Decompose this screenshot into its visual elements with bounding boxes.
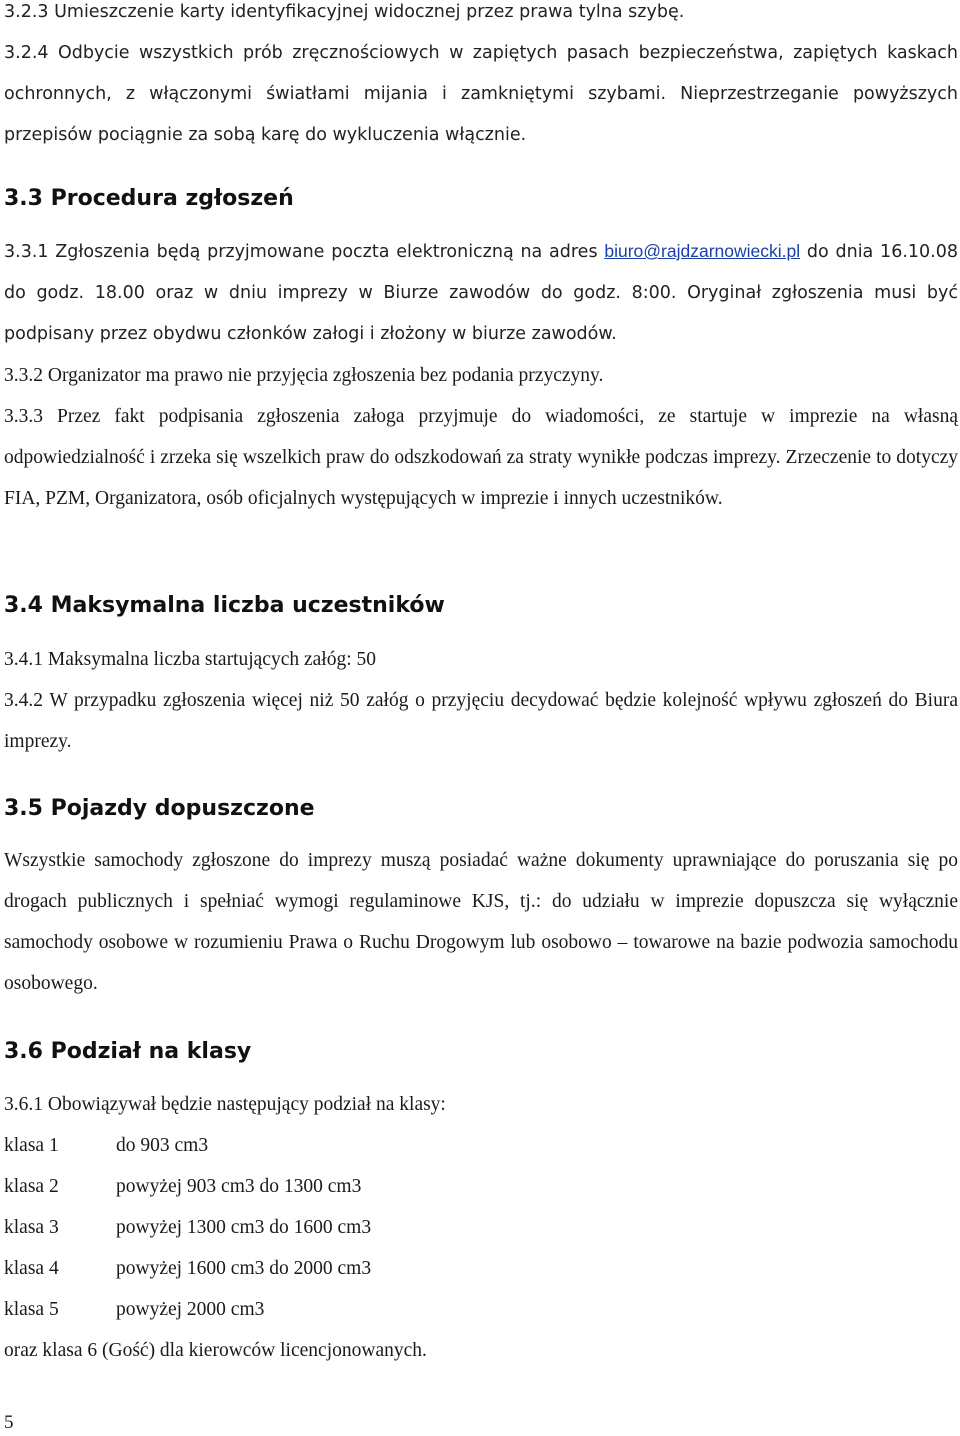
paragraph-3-3-1-original: Oryginał zgłoszenia musi być podpisany przez obydwu członków załogi i złożony w biurze zawodów. bbox=[4, 283, 958, 344]
class-name: klasa 2 bbox=[4, 1176, 59, 1197]
class-description: do 903 cm3 bbox=[116, 1135, 209, 1156]
paragraph-3-2-3: 3.2.3 Umieszczenie karty identyfikacyjnej widocznej przez prawa tylna szybę. bbox=[4, 2, 685, 22]
class-description: powyżej 1600 cm3 do 2000 cm3 bbox=[116, 1258, 372, 1279]
paragraph-3-2-4 bbox=[4, 33, 958, 156]
paragraph-3-4-2: 3.4.2 W przypadku zgłoszenia więcej niż 50 załóg o przyjęciu decydować będzie kolejność wpływu zgłoszeń do Biura imprezy. bbox=[4, 690, 958, 752]
class-description: powyżej 2000 cm3 bbox=[116, 1299, 265, 1320]
paragraph-3-2-4-main: 3.2.4 Odbycie wszystkich prób zręcznościowych w zapiętych pasach bezpieczeństwa, zapiętych kaskach ochronnych, z włączonymi światłami mijania i zamkniętymi szybami. bbox=[4, 43, 958, 104]
paragraph-3-4-1: 3.4.1 Maksymalna liczba startujących załóg: 50 bbox=[4, 649, 377, 670]
paragraph-3-5: Wszystkie samochody zgłoszone do imprezy muszą posiadać ważne dokumenty uprawniające do poruszania się po drogach publicznych i spełniać wymogi regulaminowe KJS, tj.: do udziału w imprezie dopuszcza się wyłącznie samochody osobowe w rozumieniu Prawa o Ruchu Drogowym lub osobowo – towarowe na bazie podwozia samochodu osobowego. bbox=[4, 850, 958, 994]
class-row bbox=[4, 1166, 958, 1207]
class-row bbox=[4, 1248, 958, 1289]
paragraph-3-3-1 bbox=[4, 231, 958, 355]
paragraph-3-3-1-deadline: do dnia 16.10.08 do godz. 18.00 oraz w dniu imprezy w Biurze zawodów do godz. 8:00. bbox=[4, 242, 958, 303]
heading-3-6: 3.6 Podział na klasy bbox=[4, 1039, 252, 1064]
paragraph-3-2-4-penalty: Nieprzestrzeganie powyższych przepisów pociągnie za sobą karę do wykluczenia włącznie. bbox=[4, 84, 958, 145]
page-number: 5 bbox=[4, 1412, 14, 1433]
class-name: klasa 1 bbox=[4, 1135, 59, 1156]
class-name: klasa 3 bbox=[4, 1217, 59, 1238]
class-name: klasa 5 bbox=[4, 1299, 59, 1320]
paragraph-3-3-2: 3.3.2 Organizator ma prawo nie przyjęcia zgłoszenia bez podania przyczyny. bbox=[4, 365, 604, 386]
paragraph-3-3-3: 3.3.3 Przez fakt podpisania zgłoszenia załoga przyjmuje do wiadomości, ze startuje w imprezie na własną odpowiedzialność i zrzeka się wszelkich praw do odszkodowań za straty wynikłe podczas imprezy. Zrzeczenie to dotyczy FIA, PZM, Organizatora, osób oficjalnych występujących w imprezie i innych uczestników. bbox=[4, 406, 958, 509]
paragraph-class-6: oraz klasa 6 (Gość) dla kierowców licencjonowanych. bbox=[4, 1340, 427, 1361]
email-link[interactable]: biuro@rajdzarnowiecki.pl bbox=[604, 241, 801, 261]
class-description: powyżej 903 cm3 do 1300 cm3 bbox=[116, 1176, 362, 1197]
heading-3-5: 3.5 Pojazdy dopuszczone bbox=[4, 796, 315, 821]
class-description: powyżej 1300 cm3 do 1600 cm3 bbox=[116, 1217, 372, 1238]
heading-3-4: 3.4 Maksymalna liczba uczestników bbox=[4, 593, 445, 618]
paragraph-3-6-1: 3.6.1 Obowiązywał będzie następujący podział na klasy: bbox=[4, 1094, 446, 1115]
class-row bbox=[4, 1207, 958, 1248]
class-row bbox=[4, 1289, 958, 1330]
class-name: klasa 4 bbox=[4, 1258, 59, 1279]
class-list bbox=[4, 1125, 958, 1371]
class-row bbox=[4, 1125, 958, 1166]
heading-3-3: 3.3 Procedura zgłoszeń bbox=[4, 186, 294, 211]
paragraph-3-3-1-intro: 3.3.1 Zgłoszenia będą przyjmowane poczta elektroniczną na adres bbox=[4, 242, 598, 262]
